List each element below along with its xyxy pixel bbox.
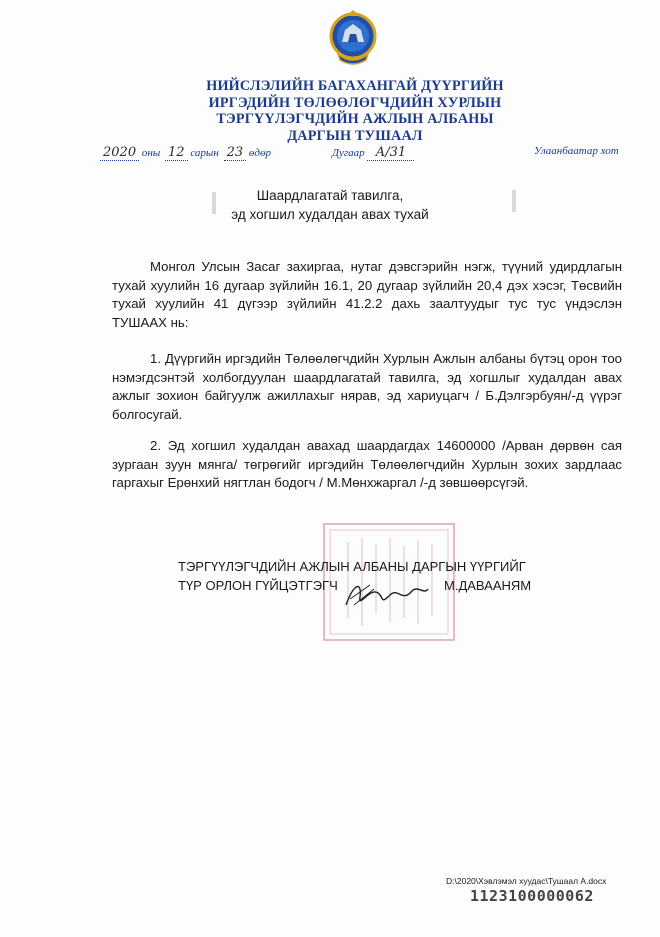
signatory-title-line-1: ТЭРГҮҮЛЭГЧДИЙН АЖЛЫН АЛБАНЫ ДАРГЫН ҮҮРГИЙГ [178,559,526,574]
handwritten-signature-icon [340,575,432,615]
date-month: 12 [165,145,188,161]
scan-mark [212,192,216,214]
serial-number: 1123100000062 [470,887,594,905]
order-item-2: 2. Эд хогшил худалдан авахад шаардагдах 14600000 /Арван дөрвөн сая зургаан зуун мянга/ төгрөгийг иргэдийн Төлөөлөгчдийн Хурлын зохих зардлаас гаргахыг Ерөнхий нягтлан бодогч / М.Мөнхжаргал /-д зөвшөөрсүгэй. [112,438,622,491]
order-item-1: 1. Дүүргийн иргэдийн Төлөөлөгчдийн Хурлын Ажлын албаны бүтэц орон тоо нэмэгдсэнтэй холбогдуулан шаардлагатай тавилга, эд хогшлыг худалдан авах ажлыг зохион байгуулж ажиллахыг нярав, эд хариуцагч / Б.Дэлгэрбуян/-д үүрэг болгосугай. [112,351,622,422]
date-year-suffix: оны [141,147,161,159]
order-number: А/31 [367,145,414,161]
subject-line-2: эд хогшил худалдан авах тухай [231,207,429,222]
header-line-4: ДАРГЫН ТУШААЛ [287,127,423,144]
state-emblem-icon [328,8,378,70]
header-line-3: ТЭРГҮҮЛЭГЧДИЙН АЖЛЫН АЛБАНЫ [216,111,494,127]
header-line-1: НИЙСЛЭЛИЙН БАГАХАНГАЙ ДҮҮРГИЙН [206,78,504,94]
date-month-suffix: сарын [190,147,219,159]
date-year: 2020 [100,145,139,161]
order-subject [180,186,480,224]
document-header [190,78,520,144]
signatory-title-line-2: ТҮР ОРЛОН ГҮЙЦЭТГЭГЧ [178,578,338,593]
date-day-suffix: өдөр [248,147,271,159]
signatory-name: М.ДАВААНЯМ [444,578,532,593]
date-day: 23 [224,145,247,161]
header-line-2: ИРГЭДИЙН ТӨЛӨӨЛӨГЧДИЙН ХУРЛЫН [208,94,502,111]
number-block [332,145,414,160]
file-path: D:\2020\Хэвлэмэл хуудас\Тушаал А.docx [446,876,607,886]
city-label: Улаанбаатар хот [534,145,619,157]
number-label: Дугаар [332,147,365,159]
preamble-paragraph: Монгол Улсын Засаг захиргаа, нутаг дэвсгэрийн нэгж, түүний удирдлагын тухай хуулийн 16 дугаар зүйлийн 16.1, 20 дугаар зүйлийн 20,4 дэх хэсэг, Төсвийн тухай хуулийн 41 дүгээр зүйлийн 41.2.2 дахь заалтуудыг тус тус үндэслэн ТУШААХ нь: [112,259,622,330]
scan-mark [512,190,516,212]
date-block [100,145,271,160]
subject-line-1: Шаардлагатай тавилга, [256,188,404,203]
